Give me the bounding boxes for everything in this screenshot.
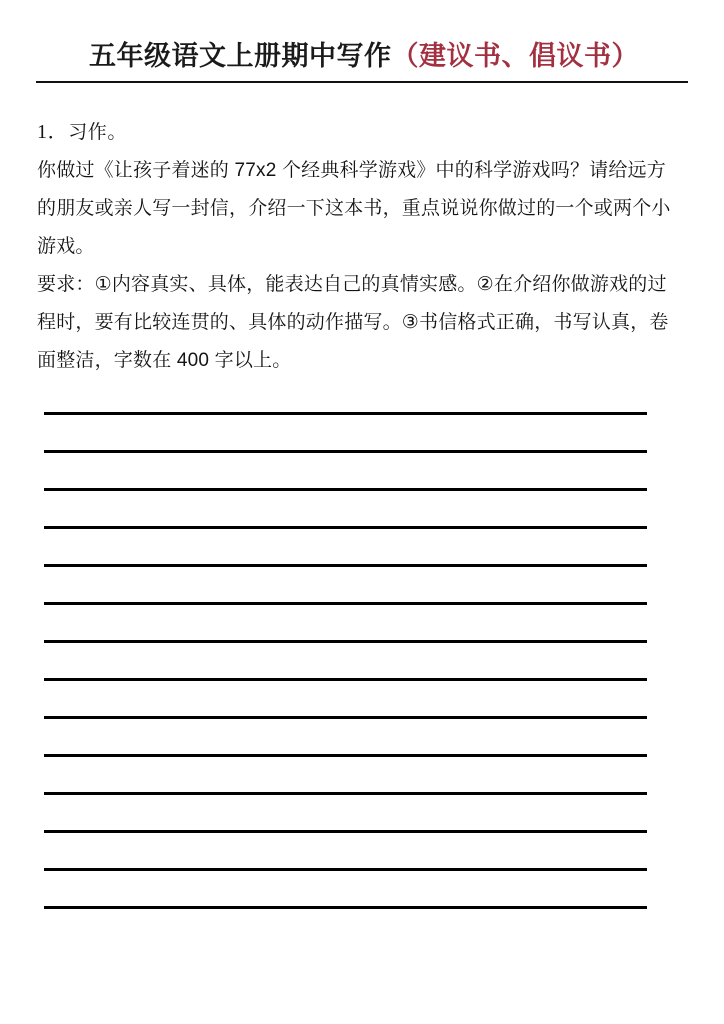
page-title-main: 五年级语文上册期中写作 — [89, 41, 392, 71]
writing-line[interactable] — [44, 634, 647, 672]
exercise-heading-label: 习作。 — [68, 122, 128, 143]
requirement-line: 程时，要有比较连贯的、具体的动作描写。③书信格式正确，书写认真，卷 — [37, 312, 669, 333]
writing-line[interactable] — [44, 824, 647, 862]
writing-line[interactable] — [44, 482, 647, 520]
header-divider — [36, 81, 688, 83]
prompt-line: 的朋友或亲人写一封信，介绍一下这本书，重点说说你做过的一个或两个小 — [37, 198, 671, 219]
answer-writing-area[interactable] — [44, 406, 647, 938]
page-title — [36, 36, 688, 76]
writing-line[interactable] — [44, 596, 647, 634]
writing-line[interactable] — [44, 862, 647, 900]
writing-line[interactable] — [44, 710, 647, 748]
writing-line[interactable] — [44, 520, 647, 558]
document-header — [36, 36, 688, 83]
writing-line[interactable] — [44, 406, 647, 444]
writing-line[interactable] — [44, 558, 647, 596]
page-title-accent: （建议书、倡议书） — [391, 41, 639, 71]
writing-line[interactable] — [44, 786, 647, 824]
requirement-line: 要求：①内容真实、具体，能表达自己的真情实感。②在介绍你做游戏的过 — [37, 274, 667, 295]
writing-line[interactable] — [44, 444, 647, 482]
writing-line[interactable] — [44, 900, 647, 938]
exercise-number: 1． — [37, 121, 69, 143]
prompt-line: 游戏。 — [37, 236, 95, 257]
exercise-heading — [37, 113, 692, 152]
writing-line[interactable] — [44, 672, 647, 710]
exercise-body — [37, 113, 692, 380]
requirement-line: 面整洁，字数在 400 字以上。 — [37, 350, 292, 371]
writing-line[interactable] — [44, 748, 647, 786]
prompt-line: 你做过《让孩子着迷的 77x2 个经典科学游戏》中的科学游戏吗？请给远方 — [37, 160, 666, 181]
